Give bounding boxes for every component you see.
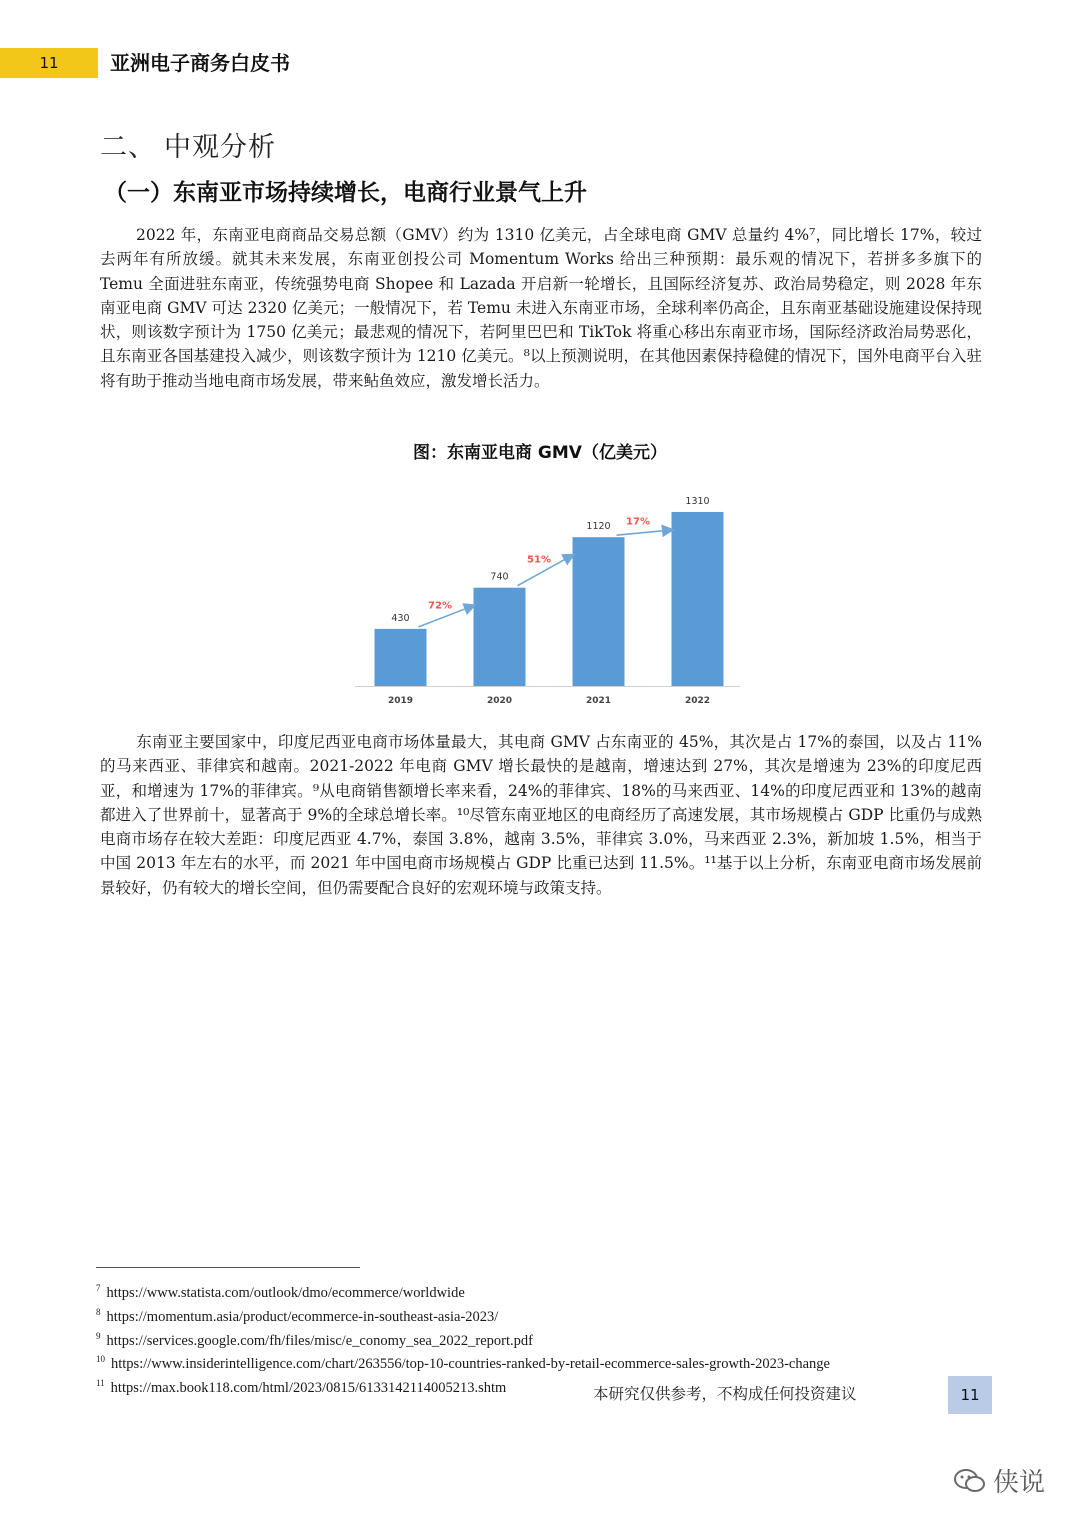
value-label-2022: 1310: [685, 495, 710, 507]
tick-label-2021: 2021: [585, 696, 612, 706]
footnote-7: $^7$ https://www.statista.com/outlook/dmo/ecommerce/worldwide: [96, 1283, 465, 1301]
footnote-10: $^{10}$ https://www.insiderintelligence.com/chart/263556/top-10-countries-ranked-by-retail-ecommerce-sales-growth-2023-change: [96, 1354, 830, 1373]
wechat-icon: [953, 1467, 987, 1495]
subsection-heading: （一）东南亚市场持续增长，电商行业景气上升: [104, 180, 587, 206]
page-header: [0, 48, 1080, 78]
section-title: 中观分析: [164, 132, 276, 163]
gmv-bar-chart: [345, 478, 755, 714]
footnotes: [96, 1279, 830, 1398]
bar-2021: [573, 537, 625, 686]
growth-label-1: 72%: [428, 600, 452, 612]
footer-page-number: 11: [948, 1376, 992, 1414]
footnote-divider: [96, 1267, 360, 1268]
figure-title: 图：东南亚电商 GMV（亿美元）: [413, 443, 667, 463]
growth-label-2: 51%: [527, 554, 551, 566]
section-number: 二、: [100, 132, 156, 163]
tick-label-2022: 2022: [684, 696, 711, 706]
footnote-9: $^9$ https://services.google.com/fh/files/misc/e_conomy_sea_2022_report.pdf: [96, 1330, 533, 1349]
paragraph-1: [100, 223, 982, 393]
section-heading: [100, 130, 276, 166]
paragraph-2: [100, 730, 982, 900]
bar-2019: [375, 629, 427, 686]
tick-label-2020: 2020: [486, 696, 513, 706]
footer-disclaimer: 本研究仅供参考，不构成任何投资建议: [593, 1385, 857, 1403]
growth-label-3: 17%: [626, 516, 650, 528]
footnote-11: $^{11}$ https://max.book118.com/html/2023/0815/6133142114005213.shtm: [96, 1378, 507, 1397]
footnote-8: $^8$ https://momentum.asia/product/ecommerce-in-southeast-asia-2023/: [96, 1306, 499, 1325]
value-label-2019: 430: [391, 612, 410, 624]
value-label-2021: 1120: [586, 521, 611, 533]
watermark-text: 侠说: [993, 1468, 1046, 1498]
bar-2022: [672, 512, 724, 686]
paragraph-2-text: 东南亚主要国家中，印度尼西亚电商市场体量最大，其电商 GMV 占东南亚的 45%，其次是占 17%的泰国，以及占 11%的马来西亚、菲律宾和越南。2021-2022 年电商 GMV 增长最快的是越南，增速达到 27%，其次是增速为 23%的印度尼西亚，和增速为 17%的菲律宾。⁹从电商销售额增长率来看，24%的菲律宾、18%的马来西亚、14%的印度尼西亚和 13%的越南都进入了世界前十，显著高于 9%的全球总增长率。¹⁰尽管东南亚地区的电商经历了高速发展，其市场规模占 GDP 比重仍与成熟电商市场存在较大差距：印度尼西亚 4.7%，泰国 3.8%，越南 3.5%，菲律宾 3.0%，马来西亚 2.3%，新加坡 1.5%，相当于中国 2013 年左右的水平，而 2021 年中国电商市场规模占 GDP 比重已达到 11.5%。¹¹基于以上分析，东南亚电商市场发展前景较好，仍有较大的增长空间，但仍需要配合良好的宏观环境与政策支持。: [100, 733, 982, 897]
bar-2020: [474, 588, 526, 686]
header-title: 亚洲电子商务白皮书: [110, 51, 290, 75]
header-page-number: 11: [0, 48, 98, 78]
paragraph-1-text: 2022 年，东南亚电商商品交易总额（GMV）约为 1310 亿美元，占全球电商 GMV 总量约 4%⁷，同比增长 17%，较过去两年有所放缓。就其未来发展，东南亚创投公司 Momentum Works 给出三种预期：最乐观的情况下，若拼多多旗下的 Temu 全面进驻东南亚，传统强势电商 Shopee 和 Lazada 开启新一轮增长，且国际经济复苏、政治局势稳定，则 2028 年东南亚电商 GMV 可达 2320 亿美元；一般情况下，若 Temu 未进入东南亚市场，全球利率仍高企，且东南亚基础设施建设保持现状，则该数字预计为 1750 亿美元；最悲观的情况下，若阿里巴巴和 TikTok 将重心移出东南亚市场，国际经济政治局势恶化，且东南亚各国基建投入减少，则该数字预计为 1210 亿美元。⁸以上预测说明，在其他因素保持稳健的情况下，国外电商平台入驻将有助于推动当地电商市场发展，带来鲇鱼效应，激发增长活力。: [100, 226, 982, 390]
value-label-2020: 740: [490, 571, 509, 583]
watermark: [953, 1462, 1045, 1499]
tick-label-2019: 2019: [387, 696, 414, 706]
